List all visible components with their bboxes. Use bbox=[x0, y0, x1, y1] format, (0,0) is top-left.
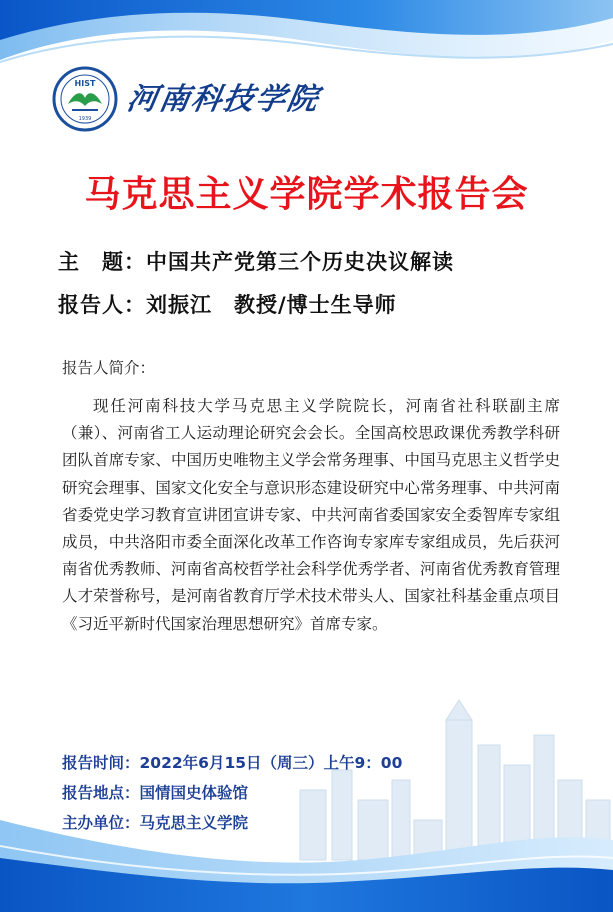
place-value: 国情国史体验馆 bbox=[139, 784, 249, 802]
event-organizer bbox=[62, 811, 248, 833]
topic-value: 中国共产党第三个历史决议解读 bbox=[146, 250, 454, 274]
org-label: 主办单位： bbox=[62, 814, 140, 832]
city-skyline bbox=[300, 700, 610, 860]
speaker-bio: 现任河南科技大学马克思主义学院院长，河南省社科联副主席（兼）、河南省工人运动理论研究会会长。全国高校思政课优秀教学科研团队首席专家、中国历史唯物主义学会常务理事、中国马克思主义哲学史研究会理事、国家文化安全与意识形态建设研究中心常务理事、中共河南省委党史学习教育宣讲团宣讲专家、中共河南省委国家安全委智库专家组成员，中共洛阳市委全面深化改革工作咨询专家库专家组成员，先后获河南省优秀教师、河南省高校哲学社会科学优秀学者、河南省优秀教育管理人才荣誉称号，是河南省教育厅学术技术带头人、国家社科基金重点项目《习近平新时代国家治理思想研究》首席专家。 bbox=[62, 397, 560, 633]
time-value: 2022年6月15日（周三）上午9：00 bbox=[139, 754, 403, 772]
time-label: 报告时间： bbox=[62, 754, 140, 772]
speaker-label: 报告人： bbox=[58, 293, 146, 317]
place-label: 报告地点： bbox=[62, 784, 140, 802]
school-name: 河南科技学院 bbox=[124, 82, 323, 117]
intro-heading: 报告人简介： bbox=[62, 359, 156, 377]
speaker-line bbox=[58, 289, 397, 319]
page-title: 马克思主义学院学术报告会 bbox=[84, 174, 529, 215]
event-place bbox=[62, 781, 248, 803]
event-time bbox=[62, 751, 402, 773]
logo-year-text: 1939 bbox=[78, 116, 92, 122]
speaker-value: 刘振江 教授/博士生导师 bbox=[146, 293, 397, 317]
hist-logo-icon bbox=[52, 66, 118, 132]
topic-label: 主 题： bbox=[58, 250, 146, 274]
org-value: 马克思主义学院 bbox=[139, 814, 249, 832]
logo-badge-text: HIST bbox=[74, 79, 96, 88]
topic-line bbox=[58, 246, 454, 276]
